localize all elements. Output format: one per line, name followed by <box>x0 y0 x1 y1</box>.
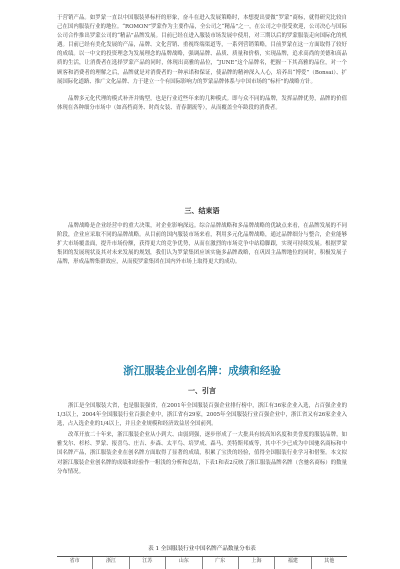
table-header-cell: 上海 <box>239 557 275 569</box>
section-heading: 一、引言 <box>188 386 216 395</box>
section-heading: 三、结束语 <box>184 206 220 215</box>
table-header-cell: 浙江 <box>93 557 129 569</box>
intro-block <box>57 14 347 113</box>
table-header-cell: 其他 <box>324 558 335 564</box>
paragraph: 品牌战略是企业经营中的重大决策，对企业影响深远。综合品牌战略和多品牌战略的优缺点来看，在品牌发展的不同阶段，企业应采取不同的品牌战略。从目前的国内服装市场来看，利用多元化品牌战略，通过品牌细分与整合，企业能够扩大市场覆盖面，提升市场份额，获得更大的竞争优势，从而在激烈的市场竞争中站稳脚跟，实现可持续发展。根据罗蒙集团的发展现状及其对未来发展的规划，我们认为罗蒙集团应该实施多品牌战略，在巩固主品牌地位的同时，积极发展子品牌，形成品牌集群效应，从而使罗蒙集团在国内外市场上取得更大的成功。 <box>57 223 347 266</box>
paragraph: 品牌多元化代理的模式补齐并购型，也是行业近些年来的几种模式。即与众不同的品牌，发挥品牌优势，品牌的价值体现在各种细分市场中（如高档商务、时尚女装、青春潮流等），从而覆盖全年龄段的消费者。 <box>57 95 347 111</box>
data-table <box>57 556 347 569</box>
paragraph: 浙江是全国服装大省，也是服装强省，在2001年全国服装百强企业排行榜中，浙江有36家企业入选，占百强企业的1/3以上，2004年全国服装行业百强企业中，浙江省有29家，2005年全国服装行业百强企业中，浙江省又有26家企业入选，占入选企业的1/4以上，并且企业规模和经济效益居全国前列。 <box>57 403 347 428</box>
paragraph: 改革开放二十年来，浙江服装企业从小到大、由弱到强，逐步形成了一大批具有较高知名度和美誉度的服装品牌，如雅戈尔、杉杉、罗蒙、报喜鸟、庄吉、步森、太平鸟、培罗成、森马、美特斯邦威等，其中不少已成为中国驰名商标和中国名牌产品，浙江服装企业在创名牌方面取得了显著的成绩，积累了宝贵的经验，值得全国服装行业学习和借鉴。本文拟对浙江服装企业创名牌的成绩和经验作一粗浅的分析和总结，下表1和表2反映了浙江服装品牌名牌（含驰名商标）的数量分布情况。 <box>57 432 347 475</box>
table-header-cell: 江苏 <box>130 557 166 569</box>
table-header-cell: 省市 <box>57 557 93 569</box>
table-header-cell: 山东 <box>166 557 202 569</box>
table-header-cell: 福建 <box>275 557 311 569</box>
article-body <box>57 402 347 477</box>
table-header-cell: 广东 <box>203 557 239 569</box>
conclusion-block <box>57 222 347 267</box>
article-title: 浙江服装企业创名牌：成绩和经验 <box>123 365 281 377</box>
table-caption: 表 1 全国服装行业中国名牌产品数量分布表 <box>148 546 256 552</box>
paragraph: 于营销产品。如罗蒙一直以中国服装界标杆的形象，奋斗在进入发展策略时，本想提出要做“罗蒙”商标，就得研究比较自己在国内服装行业的地位。“ROMON”罗蒙作为主要作品，全公司之“精品”之一，在公司之中很受欢迎，公司决心与国际公司合作推出罗蒙公司的“精品”品牌发展。目前已经在进入服装市场发展中使用，对三期以后的罗蒙服装走向国际化的机遇。目前已经有美化发展的产品，品牌、文化营销、重视终端渠道等，一系列营销策略，目前罗蒙在这一方面取得了较好的成绩。以一中文的投资理念为发展理念的品牌战略，强调品牌、品质、质量和价格，实现品牌，追求高尚的美德和高品质的生活，让消费者在选择罗蒙产品的同时，体现出高雅的品位，“JUNE”这个品牌名，把握一下其高雅的品位，对一个顾客和消费者的理解之后，品牌就是对消费者的一种承诺和保证，使品牌的精神深入人心，培养出“博爱”（Bonsai）、扩展国际化道路、推广文化品牌、力于建立一个有国际影响力的罗蒙品牌体系与中国市场的“标杆”的战略方针。 <box>57 15 347 85</box>
